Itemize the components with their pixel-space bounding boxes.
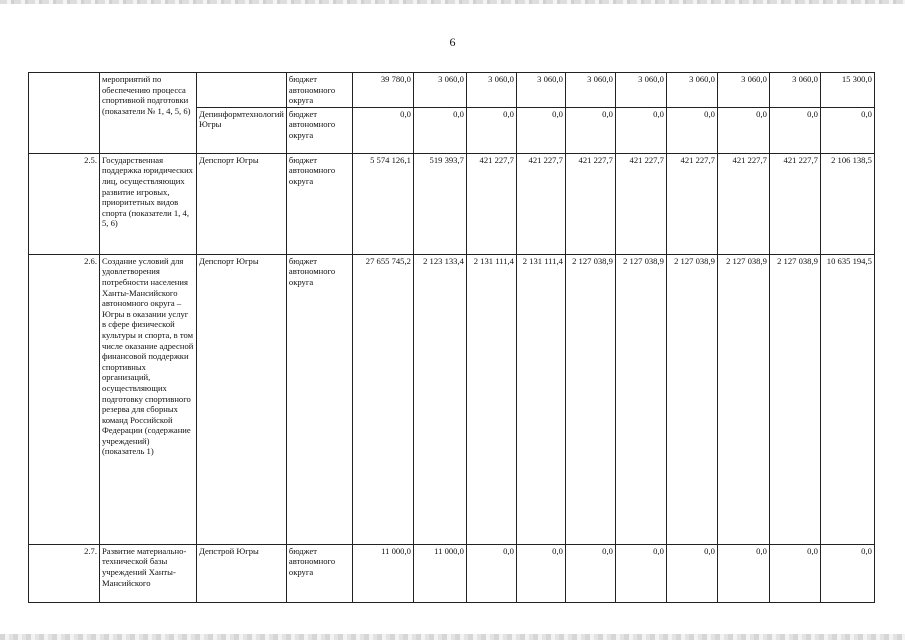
value-cell: 2 127 038,9 xyxy=(615,254,666,544)
row-index: 2.5. xyxy=(29,153,100,254)
value-cell: 0,0 xyxy=(516,107,565,153)
value-cell: 0,0 xyxy=(565,107,615,153)
value-cell: 0,0 xyxy=(466,544,516,602)
value-cell: 421 227,7 xyxy=(466,153,516,254)
value-cell: 2 127 038,9 xyxy=(717,254,769,544)
value-cell: 0,0 xyxy=(466,107,516,153)
value-cell: 421 227,7 xyxy=(666,153,717,254)
value-cell: 3 060,0 xyxy=(615,73,666,108)
value-cell: 2 127 038,9 xyxy=(565,254,615,544)
page-number: 6 xyxy=(449,35,456,49)
scan-bottom-edge xyxy=(0,634,905,640)
scan-top-edge xyxy=(0,0,905,4)
value-cell: 421 227,7 xyxy=(615,153,666,254)
value-cell: 3 060,0 xyxy=(565,73,615,108)
value-cell: 0,0 xyxy=(615,107,666,153)
value-cell: 3 060,0 xyxy=(466,73,516,108)
activity-name: Развитие материально-технической базы учреждений Ханты-Мансийского xyxy=(100,544,197,602)
activity-name: Создание условий для удовлетворения потребности населения Ханты-Мансийского автономного округа – Югры в оказании услуг в сфере физической культуры и спорта, в том числе оказание адресной финансовой поддержки спортивных организаций, осуществляющих подготовку спортивного резерва для сборных команд Российской Федерации (содержание учреждений) (показатель 1) xyxy=(100,254,197,544)
row-index: 2.6. xyxy=(29,254,100,544)
executor xyxy=(197,73,287,108)
executor: Депспорт Югры xyxy=(197,254,287,544)
funding-source: бюджет автономного округа xyxy=(286,254,352,544)
funding-source: бюджет автономного округа xyxy=(286,544,352,602)
value-cell: 0,0 xyxy=(516,544,565,602)
table-row xyxy=(29,73,875,108)
activity-name: Государственная поддержка юридических лиц, осуществляющих развитие игровых, приоритетных видов спорта (показатели 1, 4, 5, 6) xyxy=(100,153,197,254)
value-cell: 11 000,0 xyxy=(352,544,413,602)
executor: Депспорт Югры xyxy=(197,153,287,254)
value-cell: 2 123 133,4 xyxy=(413,254,466,544)
value-cell: 2 131 111,4 xyxy=(466,254,516,544)
value-cell: 3 060,0 xyxy=(516,73,565,108)
value-cell: 3 060,0 xyxy=(717,73,769,108)
table-row xyxy=(29,153,875,254)
value-cell: 2 106 138,5 xyxy=(820,153,874,254)
value-cell: 27 655 745,2 xyxy=(352,254,413,544)
value-cell: 0,0 xyxy=(769,544,820,602)
value-cell: 0,0 xyxy=(565,544,615,602)
value-cell: 5 574 126,1 xyxy=(352,153,413,254)
table-row xyxy=(29,254,875,544)
value-cell: 0,0 xyxy=(666,107,717,153)
row-index: 2.7. xyxy=(29,544,100,602)
value-cell: 2 131 111,4 xyxy=(516,254,565,544)
value-cell: 421 227,7 xyxy=(516,153,565,254)
value-cell: 3 060,0 xyxy=(413,73,466,108)
funding-source: бюджет автономного округа xyxy=(286,73,352,108)
activity-name: мероприятий по обеспечению процесса спортивной подготовки (показатели № 1, 4, 5, 6) xyxy=(100,73,197,154)
value-cell: 0,0 xyxy=(717,107,769,153)
value-cell: 3 060,0 xyxy=(769,73,820,108)
value-cell: 0,0 xyxy=(717,544,769,602)
value-cell: 10 635 194,5 xyxy=(820,254,874,544)
value-cell: 0,0 xyxy=(615,544,666,602)
value-cell: 0,0 xyxy=(413,107,466,153)
value-cell: 0,0 xyxy=(769,107,820,153)
executor: Депстрой Югры xyxy=(197,544,287,602)
executor: Депинформтехнологий Югры xyxy=(197,107,287,153)
value-cell: 2 127 038,9 xyxy=(769,254,820,544)
value-cell: 2 127 038,9 xyxy=(666,254,717,544)
value-cell: 3 060,0 xyxy=(666,73,717,108)
value-cell: 421 227,7 xyxy=(717,153,769,254)
value-cell: 11 000,0 xyxy=(413,544,466,602)
funding-source: бюджет автономного округа xyxy=(286,153,352,254)
value-cell: 39 780,0 xyxy=(352,73,413,108)
value-cell: 421 227,7 xyxy=(565,153,615,254)
value-cell: 0,0 xyxy=(352,107,413,153)
value-cell: 0,0 xyxy=(820,544,874,602)
funding-source: бюджет автономного округа xyxy=(286,107,352,153)
value-cell: 519 393,7 xyxy=(413,153,466,254)
value-cell: 421 227,7 xyxy=(769,153,820,254)
value-cell: 0,0 xyxy=(666,544,717,602)
table-row xyxy=(29,544,875,602)
value-cell: 0,0 xyxy=(820,107,874,153)
value-cell: 15 300,0 xyxy=(820,73,874,108)
program-table xyxy=(28,72,875,603)
row-index xyxy=(29,73,100,154)
